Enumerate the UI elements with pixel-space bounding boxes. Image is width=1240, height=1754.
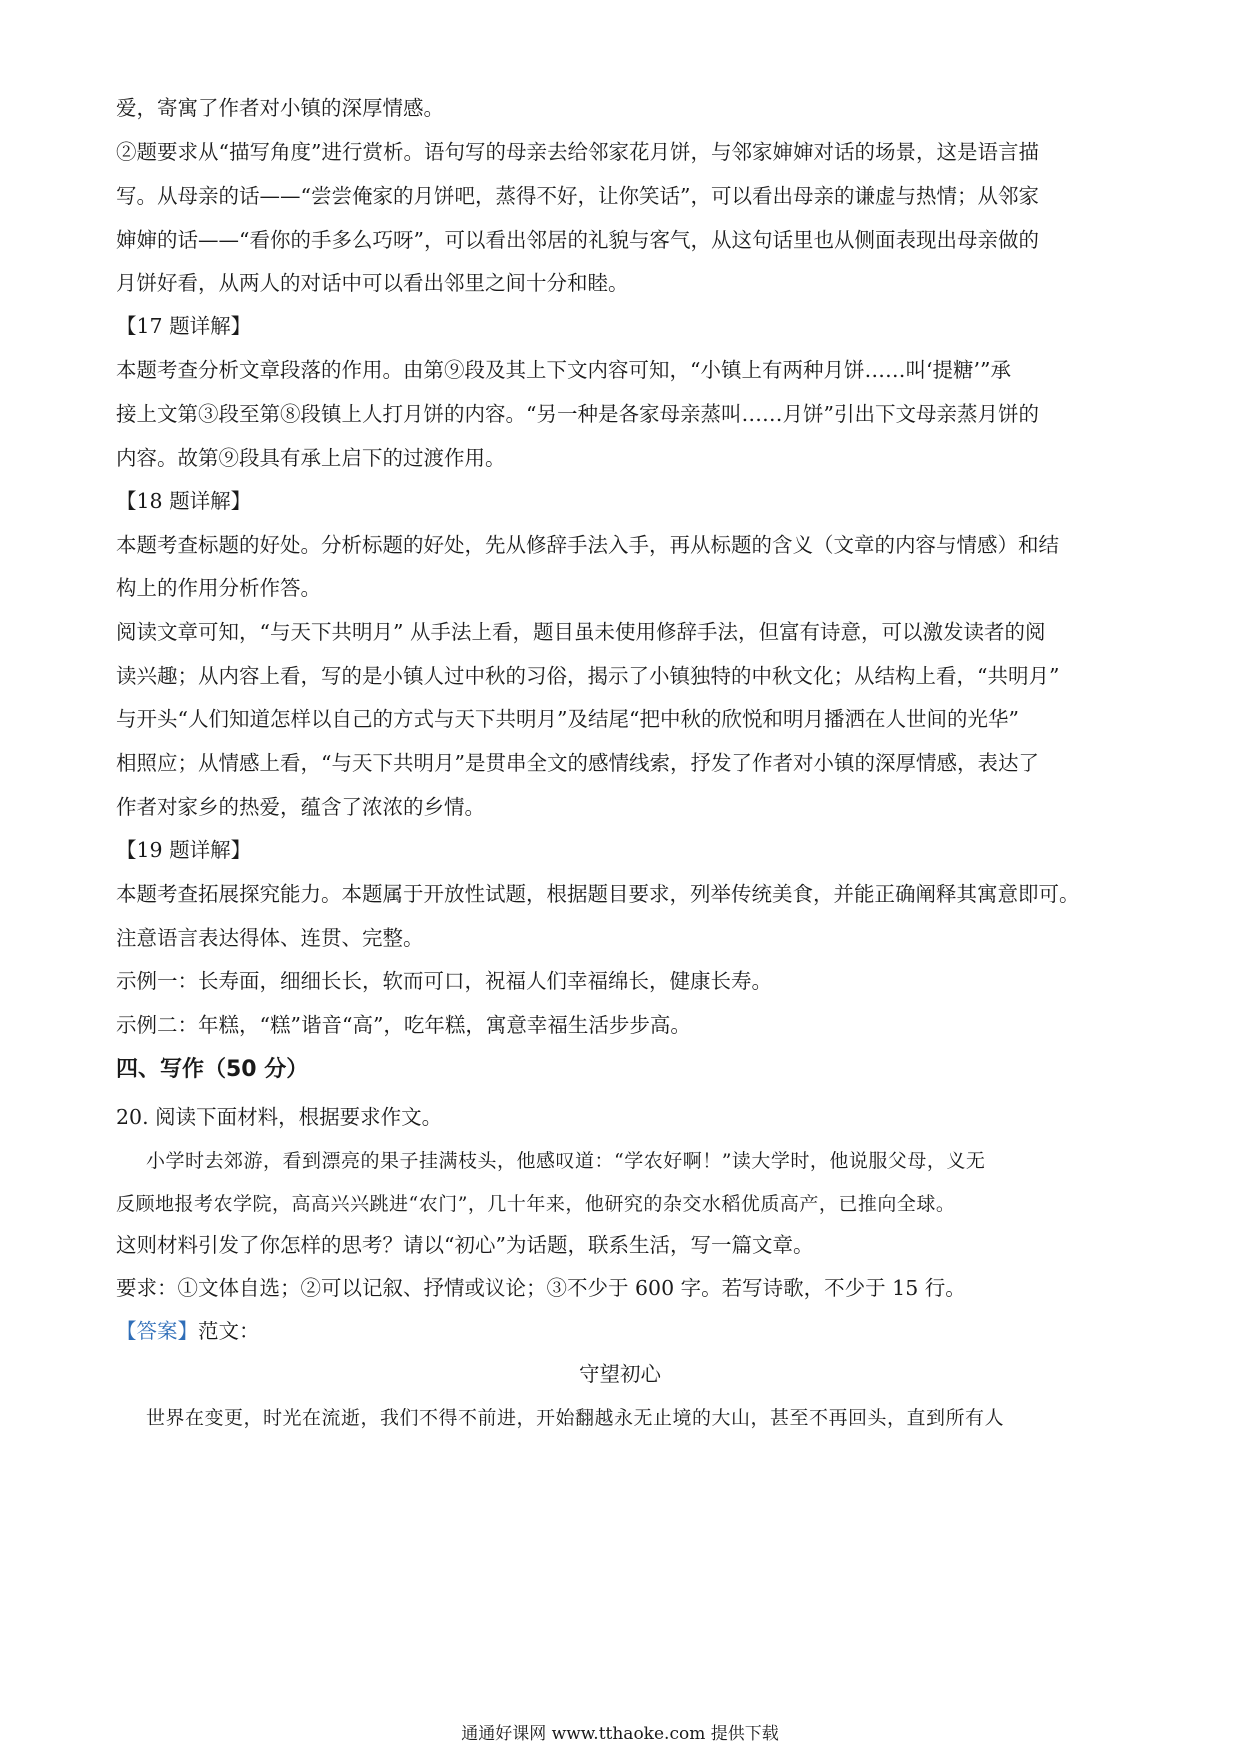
paragraph-line: 爱，寄寓了作者对小镇的深厚情感。 [116, 96, 444, 120]
paragraph-line: 本题考查拓展探究能力。本题属于开放性试题，根据题目要求，列举传统美食，并能正确阐释其寓意即可。 [116, 882, 1080, 906]
paragraph-line: 与开头“人们知道怎样以自己的方式与天下共明月”及结尾“把中秋的欣悦和明月播洒在人世间的光华” [116, 707, 1019, 731]
paragraph-line: 阅读文章可知，“与天下共明月” 从手法上看，题目虽未使用修辞手法，但富有诗意，可以激发读者的阅 [116, 620, 1046, 644]
answer-line [116, 1316, 1126, 1346]
question-19-heading: 【19 题详解】 [116, 838, 252, 862]
paragraph-line: 构上的作用分析作答。 [116, 576, 321, 600]
footer-watermark: 通通好课网 www.tthaoke.com 提供下载 [461, 1724, 779, 1744]
paragraph-line: 读兴趣；从内容上看，写的是小镇人过中秋的习俗，揭示了小镇独特的中秋文化；从结构上看，“共明月” [116, 664, 1060, 688]
answer-text: 范文： [198, 1319, 260, 1343]
paragraph-line: 作者对家乡的热爱，蕴含了浓浓的乡情。 [116, 795, 485, 819]
material-line: 小学时去郊游，看到漂亮的果子挂满枝头，他感叹道：“学农好啊！”读大学时，他说服父母，义无 [146, 1150, 986, 1172]
answer-tag: 【答案】 [116, 1319, 198, 1343]
paragraph-line: 注意语言表达得体、连贯、完整。 [116, 926, 424, 950]
paragraph-line: 相照应；从情感上看，“与天下共明月”是贯串全文的感情线索，抒发了作者对小镇的深厚情感，表达了 [116, 751, 1039, 775]
paragraph-line: 本题考查分析文章段落的作用。由第⑨段及其上下文内容可知，“小镇上有两种月饼……叫‘提糖’”承 [116, 358, 1011, 382]
paragraph-line: 内容。故第⑨段具有承上启下的过渡作用。 [116, 446, 506, 470]
question-18-heading: 【18 题详解】 [116, 489, 252, 513]
paragraph-line: ②题要求从“描写角度”进行赏析。语句写的母亲去给邻家花月饼，与邻家婶婶对话的场景，这是语言描 [116, 140, 1039, 164]
question-20: 20. 阅读下面材料，根据要求作文。 [116, 1105, 443, 1129]
material-line: 反顾地报考农学院，高高兴兴跳进“农门”，几十年来，他研究的杂交水稻优质高产，已推向全球。 [116, 1193, 956, 1215]
paragraph-line: 写。从母亲的话——“尝尝俺家的月饼吧，蒸得不好，让你笑话”，可以看出母亲的谦虚与热情；从邻家 [116, 184, 1039, 208]
essay-first-line: 世界在变更，时光在流逝，我们不得不前进，开始翻越永无止境的大山，甚至不再回头，直到所有人 [146, 1407, 1005, 1429]
paragraph-line: 月饼好看，从两人的对话中可以看出邻里之间十分和睦。 [116, 271, 629, 295]
writing-requirements: 要求：①文体自选；②可以记叙、抒情或议论；③不少于 600 字。若写诗歌，不少于 15 行。 [116, 1276, 966, 1300]
paragraph-line: 接上文第③段至第⑧段镇上人打月饼的内容。“另一种是各家母亲蒸叫……月饼”引出下文母亲蒸月饼的 [116, 402, 1039, 426]
paragraph-line: 本题考查标题的好处。分析标题的好处，先从修辞手法入手，再从标题的含义（文章的内容与情感）和结 [116, 533, 1059, 557]
paragraph-line: 示例二：年糕，“糕”谐音“高”，吃年糕，寓意幸福生活步步高。 [116, 1013, 691, 1037]
paragraph-line: 示例一：长寿面，细细长长，软而可口，祝福人们幸福绵长，健康长寿。 [116, 969, 772, 993]
essay-title: 守望初心 [579, 1362, 661, 1386]
writing-prompt: 这则材料引发了你怎样的思考？请以“初心”为话题，联系生活，写一篇文章。 [116, 1233, 814, 1257]
question-17-heading: 【17 题详解】 [116, 314, 252, 338]
paragraph-line: 婶婶的话——“看你的手多么巧呀”，可以看出邻居的礼貌与客气，从这句话里也从侧面表现出母亲做的 [116, 228, 1039, 252]
section-heading: 四、写作（50 分） [116, 1057, 309, 1082]
